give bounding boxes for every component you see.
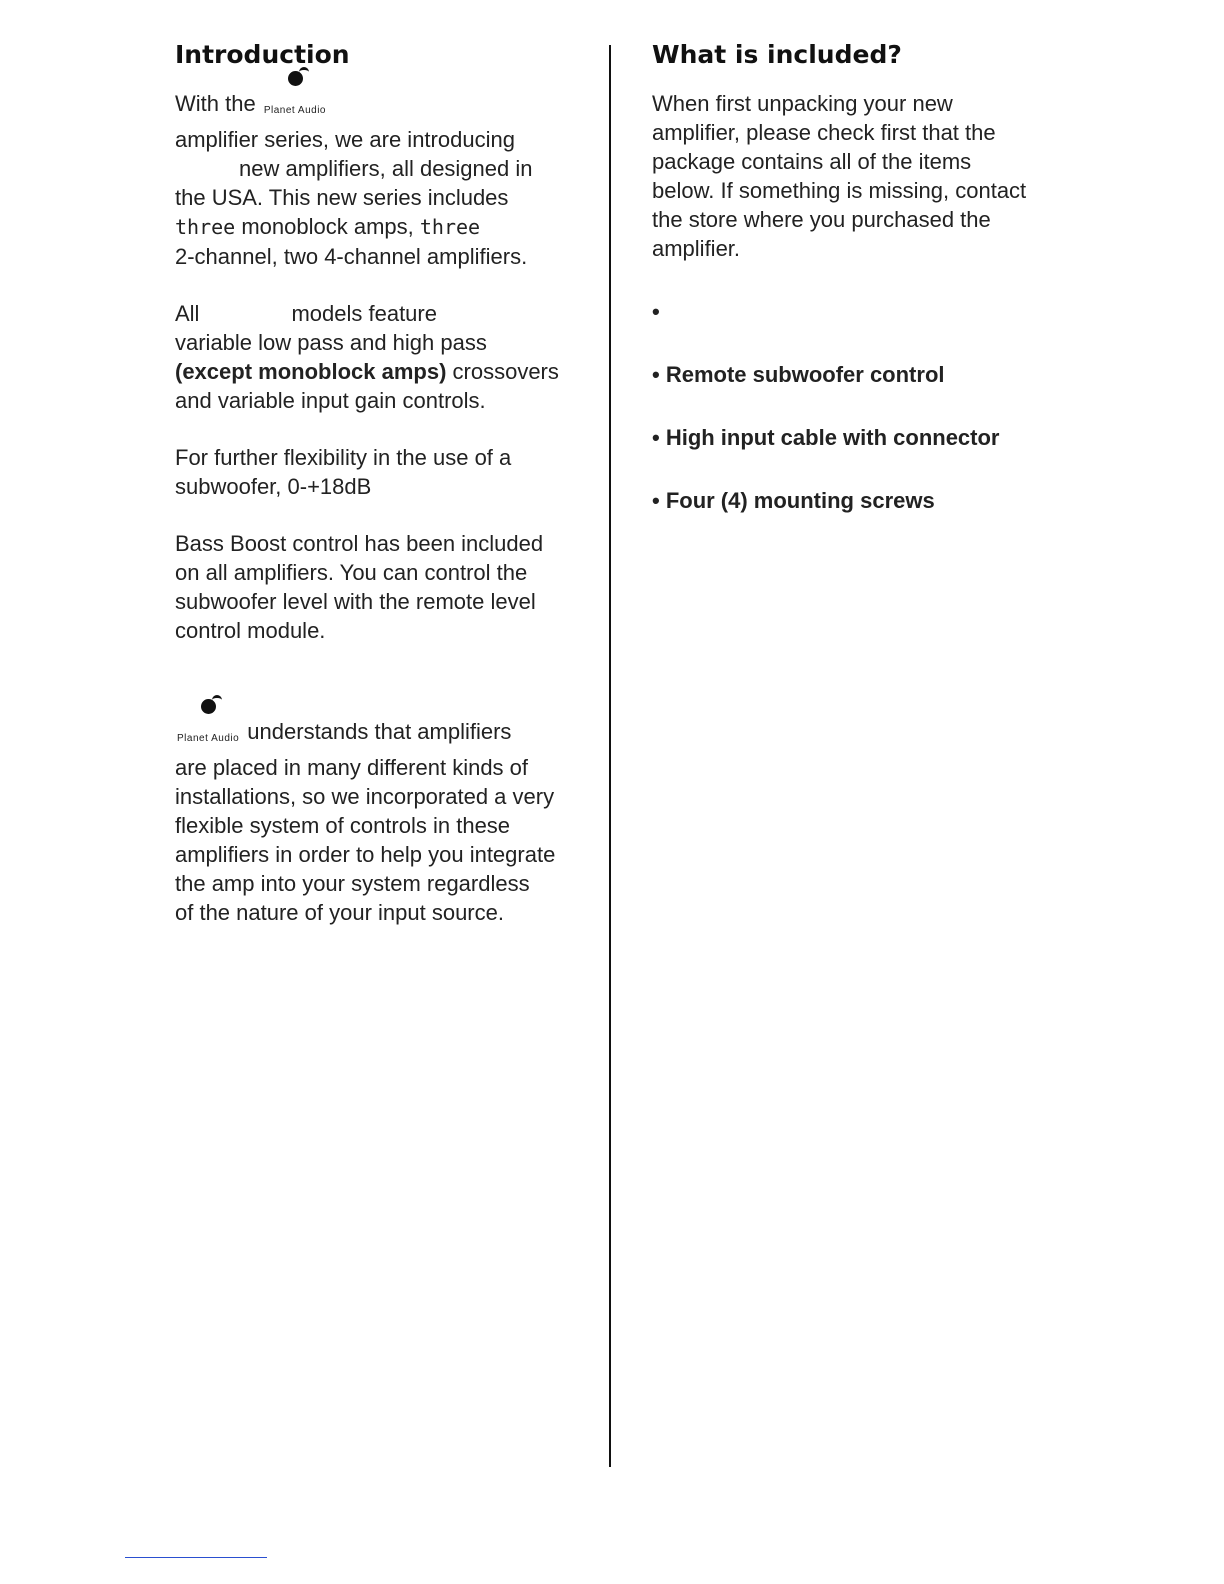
intro-paragraph-2 <box>175 299 595 415</box>
intro-p1-line-1: With the <box>175 91 256 116</box>
intro-p1-three-1: three <box>175 215 236 239</box>
intro-p2-models: models feature <box>291 301 437 326</box>
logo-text: Planet Audio <box>263 105 326 116</box>
included-intro <box>652 89 1052 263</box>
included-column <box>652 40 1052 549</box>
footer-underline <box>125 1557 267 1558</box>
intro-p4-line-2: on all amplifiers. You can control the <box>175 560 528 585</box>
intro-p5-line-3: installations, so we incorporated a very <box>175 784 555 809</box>
introduction-column <box>175 40 595 955</box>
intro-p5-line-5: amplifiers in order to help you integrate <box>175 842 556 867</box>
logo-text-2: Planet Audio <box>177 733 240 744</box>
list-item: • Remote subwoofer control <box>652 362 945 387</box>
included-line-1: When first unpacking your new <box>652 91 953 116</box>
intro-p5-line-7: of the nature of your input source. <box>175 900 504 925</box>
included-line-5: the store where you purchased the <box>652 207 991 232</box>
column-divider <box>609 45 611 1467</box>
intro-p5-line-6: the amp into your system regardless <box>175 871 530 896</box>
included-line-6: amplifier. <box>652 236 741 261</box>
intro-p1-line-4: the USA. This new series includes <box>175 185 509 210</box>
intro-p2-line-2: variable low pass and high pass <box>175 330 487 355</box>
intro-p3-line-2: subwoofer, 0-+18dB <box>175 474 372 499</box>
intro-p1-monoblock: monoblock amps, <box>241 214 414 239</box>
included-heading: What is included? <box>652 40 902 69</box>
intro-p2-crossovers: crossovers <box>452 359 559 384</box>
included-items-list <box>652 297 1052 515</box>
planet-audio-logo <box>264 91 326 125</box>
list-item: • <box>652 299 660 324</box>
list-item: • High input cable with connector <box>652 425 1000 450</box>
intro-p1-line-3: new amplifiers, all designed in <box>239 156 533 181</box>
intro-p5-line-2: are placed in many different kinds of <box>175 755 529 780</box>
planet-audio-logo-2 <box>177 719 239 753</box>
intro-paragraph-1 <box>175 89 595 271</box>
intro-paragraph-5 <box>175 717 595 927</box>
included-line-4: below. If something is missing, contact <box>652 178 1027 203</box>
intro-p1-line-6: 2-channel, two 4-channel amplifiers. <box>175 244 528 269</box>
included-line-2: amplifier, please check first that the <box>652 120 996 145</box>
intro-p2-line-4: and variable input gain controls. <box>175 388 486 413</box>
intro-p5-line-1: understands that amplifiers <box>247 719 512 744</box>
intro-paragraph-4 <box>175 529 595 645</box>
intro-p2-except: (except monoblock amps) <box>175 359 447 384</box>
intro-p4-line-3: subwoofer level with the remote level <box>175 589 536 614</box>
intro-paragraph-3 <box>175 443 595 501</box>
intro-p4-line-4: control module. <box>175 618 326 643</box>
intro-p1-three-2: three <box>419 215 481 239</box>
list-item: • Four (4) mounting screws <box>652 488 935 513</box>
introduction-heading: Introduction <box>175 40 350 69</box>
intro-p3-line-1: For further flexibility in the use of a <box>175 445 512 470</box>
intro-p1-line-2: amplifier series, we are introducing <box>175 127 515 152</box>
included-line-3: package contains all of the items <box>652 149 972 174</box>
intro-p4-line-1: Bass Boost control has been included <box>175 531 544 556</box>
intro-p5-line-4: flexible system of controls in these <box>175 813 511 838</box>
intro-p2-all: All <box>175 301 200 326</box>
